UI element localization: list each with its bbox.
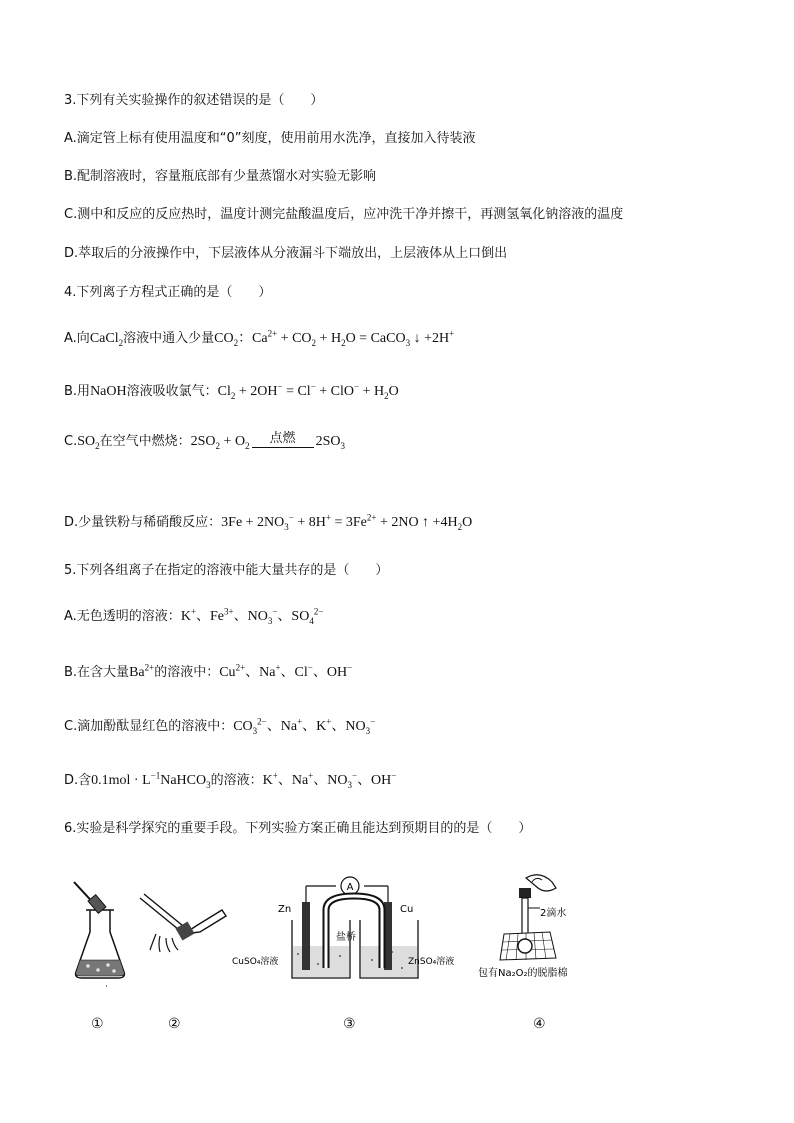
q4-stem: 4.下列离子方程式正确的是（ ） xyxy=(64,285,272,300)
reaction-condition-arrow: 点燃 xyxy=(252,432,314,451)
ammeter-label: A xyxy=(346,882,354,893)
q5-option-a: A.无色透明的溶液：K+、$Fe^{3+}$、$NO_3^-$、$SO_4^{2-}$ xyxy=(64,606,324,626)
q4-option-c: $C.SO_2$在空气中燃烧：$2SO_2 + O_2$ 点燃 $2SO_3$ xyxy=(64,431,345,451)
q6-stem: 6.实验是科学探究的重要手段。下列实验方案正确且能达到预期目的的是（ ） xyxy=(64,821,532,836)
cu-electrode-label: Cu xyxy=(400,904,414,915)
figure-label-3: ③ xyxy=(343,1016,356,1032)
q3-option-c: C.测中和反应的反应热时，温度计测完盐酸温度后，应冲洗干净并擦干，再测氢氧化钠溶液的温度 xyxy=(64,207,624,222)
figure-1-flask-dropper xyxy=(66,880,136,990)
right-solution-label: ZnSO₄溶液 xyxy=(408,957,455,967)
q4-option-b: B.用NaOH溶液吸收氯气：$Cl_2 + 2OH^- = Cl^- + ClO^- + H_2O$ xyxy=(64,381,399,401)
q5-option-b: B.在含大量$Ba^{2+}$的溶液中：$Cu^{2+}$、Na+、Cl−、OH− xyxy=(64,662,353,680)
zn-electrode-label: Zn xyxy=(278,904,292,915)
two-drops-water-label: 2滴水 xyxy=(540,908,567,919)
figure-4-na2o2-cotton xyxy=(476,872,596,982)
q3-stem: 3.下列有关实验操作的叙述错误的是（ ） xyxy=(64,93,324,108)
q4-option-d: D.少量铁粉与稀硝酸反应：$3Fe + 2NO_3^- + 8H^+ = 3Fe^{2+} + 2NO$ ↑ $+4H_2O$ xyxy=(64,512,473,532)
na2o2-cotton-label: 包有Na₂O₂的脱脂棉 xyxy=(478,968,568,979)
salt-bridge-label: 盐桥 xyxy=(336,932,356,943)
q3-option-d: D.萃取后的分液操作中，下层液体从分液漏斗下端放出，上层液体从上口倒出 xyxy=(64,246,508,261)
q3-option-b: B.配制溶液时，容量瓶底部有少量蒸馏水对实验无影响 xyxy=(64,169,377,184)
q5-option-d: D.含$0.1mol \cdot L^{-1}NaHCO_3$的溶液：K+、Na+、$NO_3^-$、OH− xyxy=(64,770,397,790)
q3-option-a: A.滴定管上标有使用温度和“0”刻度，使用前用水洗净，直接加入待装液 xyxy=(64,131,476,146)
figure-3-galvanic-cell xyxy=(232,872,472,987)
left-solution-label: CuSO₄溶液 xyxy=(232,957,279,967)
q5-stem: 5.下列各组离子在指定的溶液中能大量共存的是（ ） xyxy=(64,563,389,578)
q4-option-a: A.向CaCl$_2$溶液中通入少量$CO_2$：$Ca^{2+} + CO_2 + H_2O$ = CaCO$_3$ ↓ +2H+ xyxy=(64,328,455,348)
figure-label-1: ① xyxy=(91,1016,104,1032)
figure-label-2: ② xyxy=(168,1016,181,1032)
figure-label-4: ④ xyxy=(533,1016,546,1032)
figure-2-tongs xyxy=(138,890,228,960)
q5-option-c: C.滴加酚酞显红色的溶液中：$CO_3^{2-}$、Na+、K+、$NO_3^-$ xyxy=(64,716,376,736)
